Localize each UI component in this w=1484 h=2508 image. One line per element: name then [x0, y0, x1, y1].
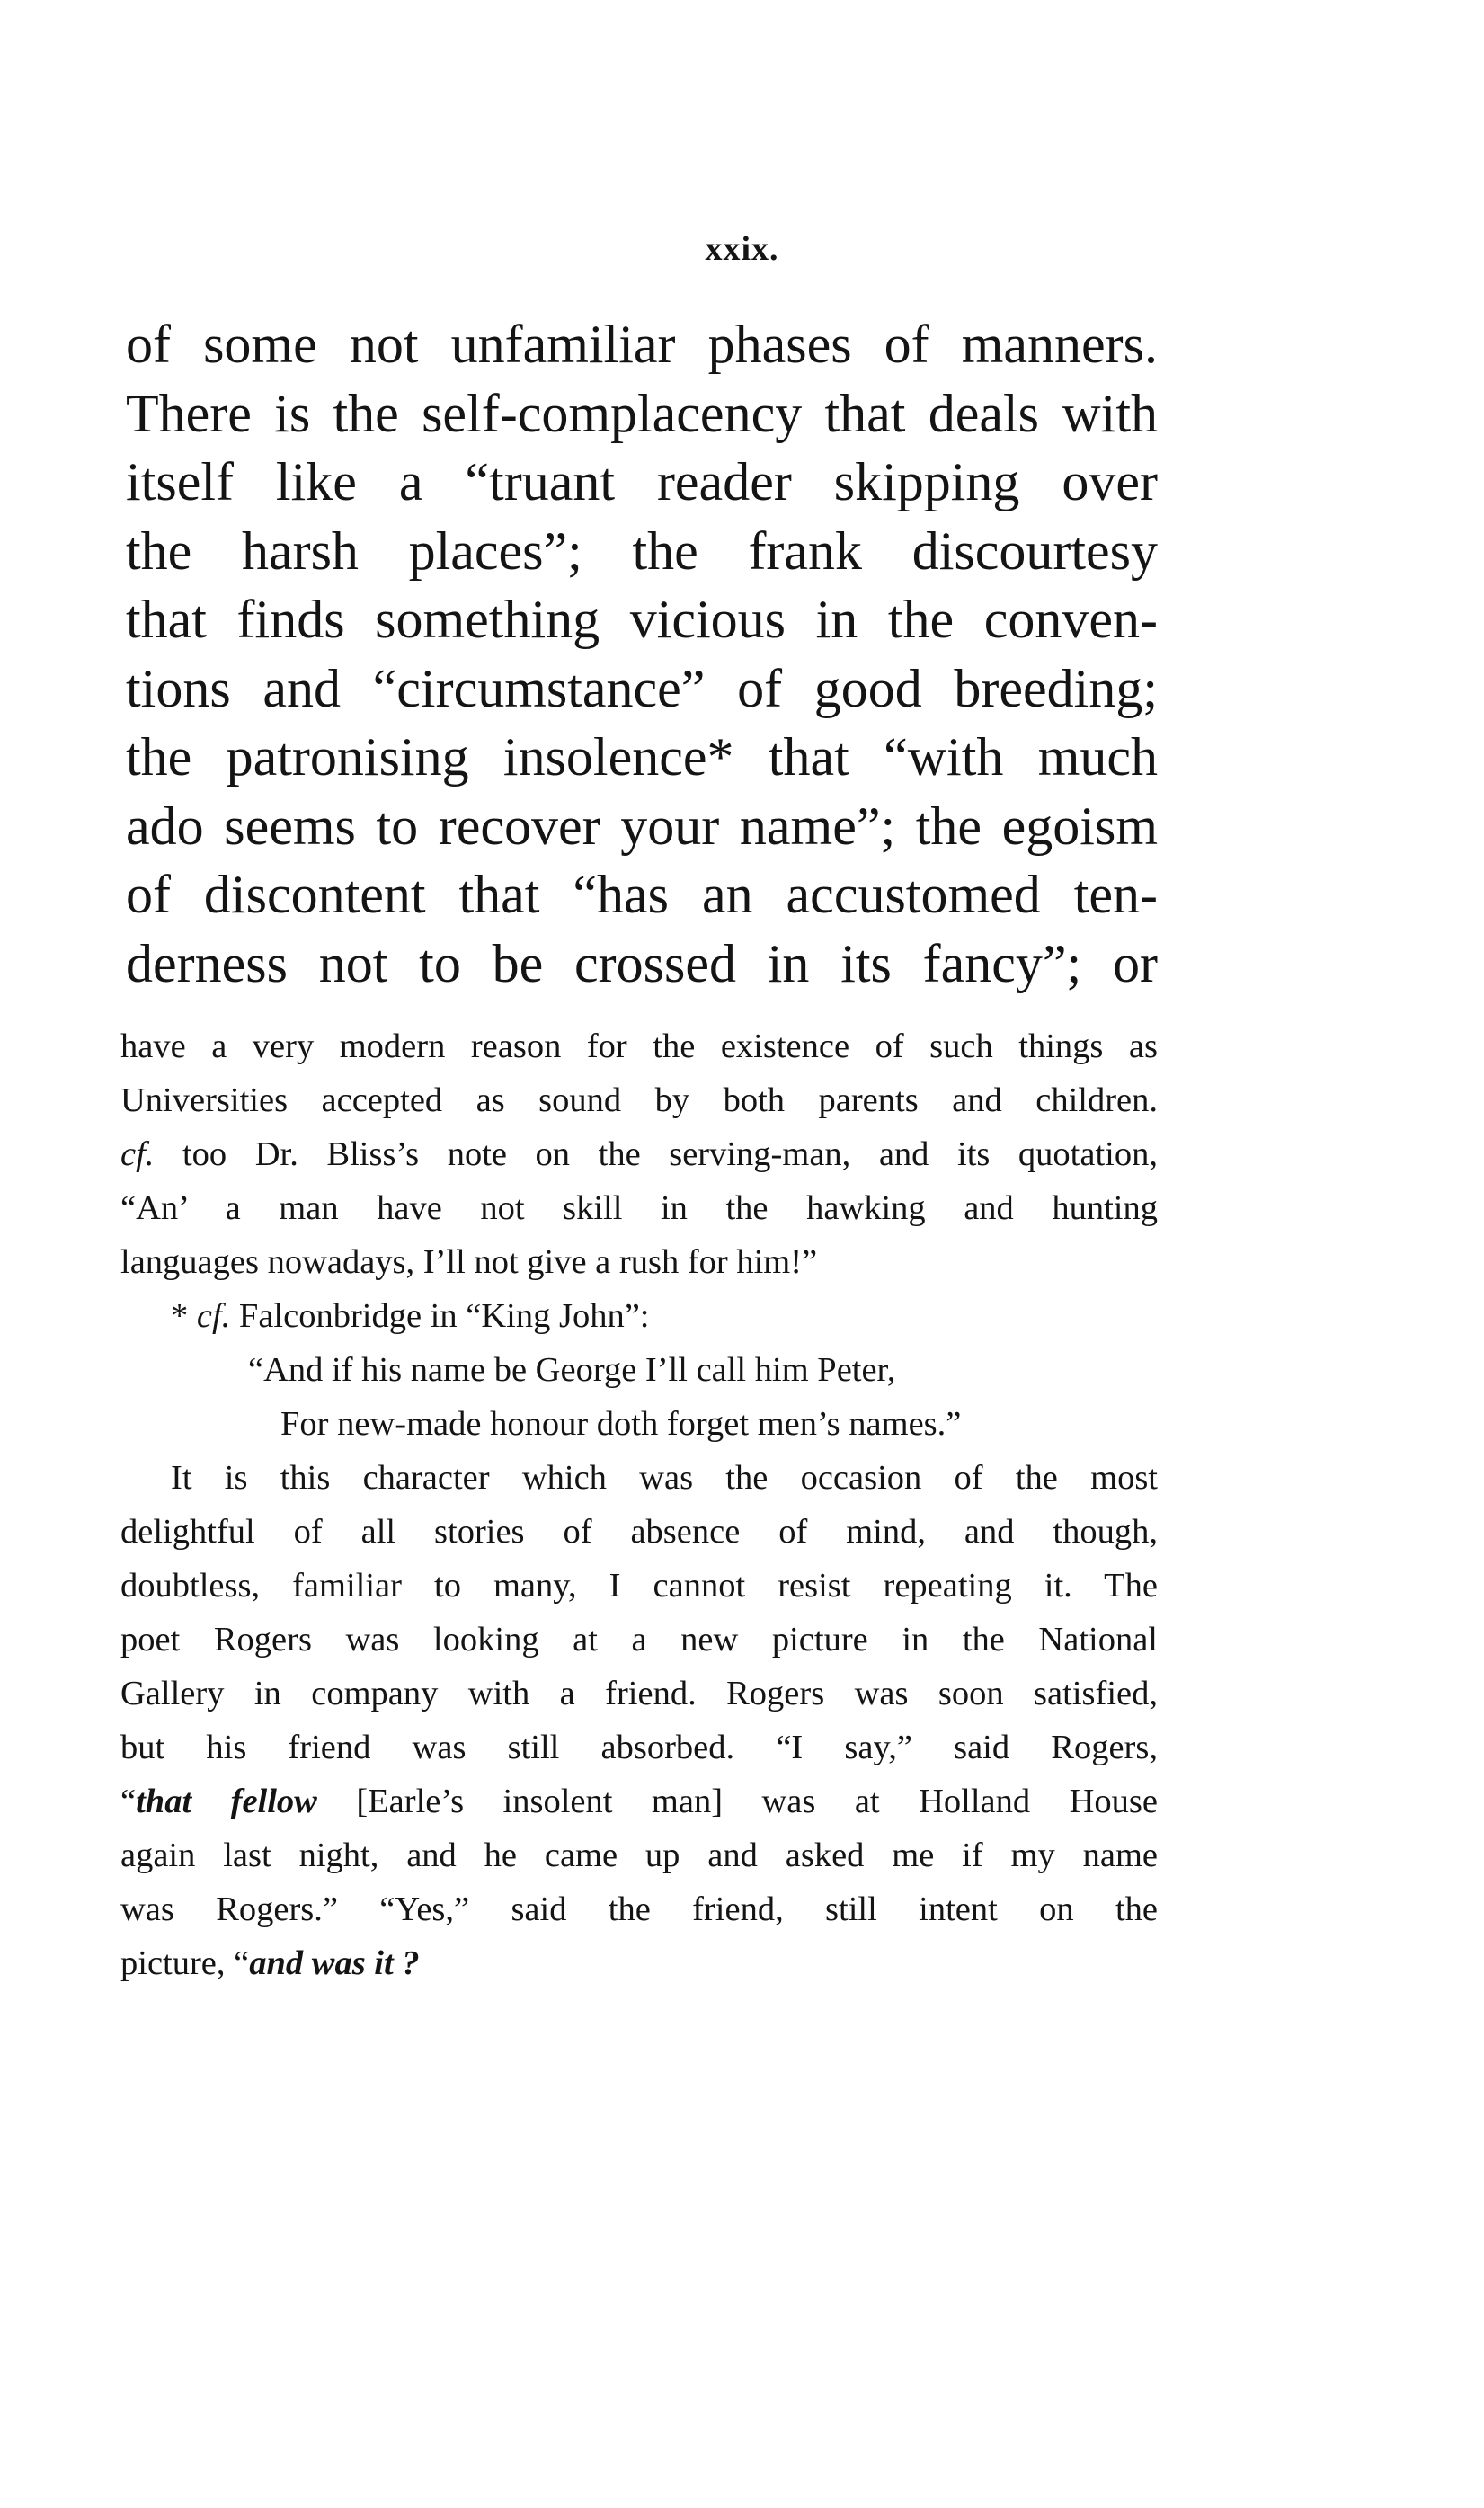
- cf-abbreviation: cf.: [120, 1135, 155, 1173]
- anecdote-line-text: picture, “: [120, 1944, 250, 1982]
- footnote-line: “An’ a man have not skill in the hawking and hunting: [120, 1189, 1158, 1227]
- footnote-line-text: too Dr. Bliss’s note on the serving-man, and its quotation,: [182, 1135, 1158, 1173]
- verse-line: “And if his name be George I’ll call him Peter,: [248, 1351, 896, 1389]
- body-line: that finds something vicious in the conven-: [126, 590, 1158, 649]
- footnote-line: have a very modern reason for the existence of such things as: [120, 1027, 1158, 1065]
- anecdote-line: poet Rogers was looking at a new picture in the National: [120, 1621, 1158, 1659]
- body-line: itself like a “truant reader skipping over: [126, 452, 1158, 511]
- body-line: the harsh places”; the frank discourtesy: [126, 520, 1158, 581]
- anecdote-line: Gallery in company with a friend. Rogers was soon satisfied,: [120, 1675, 1158, 1712]
- star-footnote: [120, 1289, 1158, 1343]
- anecdote-line: again last night, and he came up and asked me if my name: [120, 1837, 1158, 1874]
- body-line: of discontent that “has an accustomed ten-: [126, 865, 1158, 924]
- footnote-line: languages nowadays, I’ll not give a rush for him!”: [120, 1243, 818, 1281]
- body-line: of some not unfamiliar phases of manners.: [126, 315, 1158, 374]
- anecdote-line: [120, 1774, 1158, 1828]
- anecdote-line: doubtless, familiar to many, I cannot resist repeating it. The: [120, 1567, 1158, 1605]
- body-line: tions and “circumstance” of good breeding;: [126, 658, 1158, 718]
- footnotes: [120, 1019, 1158, 1990]
- footnote-star-mark: *: [171, 1297, 189, 1335]
- open-quote: “: [120, 1783, 137, 1820]
- italic-phrase: that fellow: [136, 1783, 317, 1820]
- page-number: xxix.: [705, 230, 779, 268]
- anecdote-line: delightful of all stories of absence of mind, and though,: [120, 1513, 1158, 1551]
- star-footnote-text: Falconbridge in “King John”:: [238, 1297, 650, 1335]
- italic-phrase: and was it ?: [249, 1944, 420, 1982]
- anecdote-line: It is this character which was the occasion of the most: [171, 1459, 1158, 1497]
- anecdote-line: but his friend was still absorbed. “I say,” said Rogers,: [120, 1729, 1158, 1766]
- footnote-line: [120, 1127, 1158, 1181]
- anecdote-line-text: [Earle’s insolent man] was at Holland House: [316, 1783, 1158, 1820]
- body-line: There is the self-complacency that deals with: [126, 383, 1158, 443]
- body-line: the patronising insolence* that “with much: [126, 727, 1158, 787]
- anecdote-line: was Rogers.” “Yes,” said the friend, still intent on the: [120, 1890, 1158, 1928]
- cf-abbreviation: cf.: [196, 1297, 231, 1335]
- footnote-line: Universities accepted as sound by both parents and children.: [120, 1081, 1158, 1119]
- main-body-text: [126, 310, 1158, 998]
- anecdote-line: [120, 1936, 1158, 1990]
- body-line: derness not to be crossed in its fancy”; or: [126, 933, 1158, 993]
- body-line: ado seems to recover your name”; the egoism: [126, 796, 1158, 856]
- verse-line: For new-made honour doth forget men’s names.”: [280, 1405, 962, 1443]
